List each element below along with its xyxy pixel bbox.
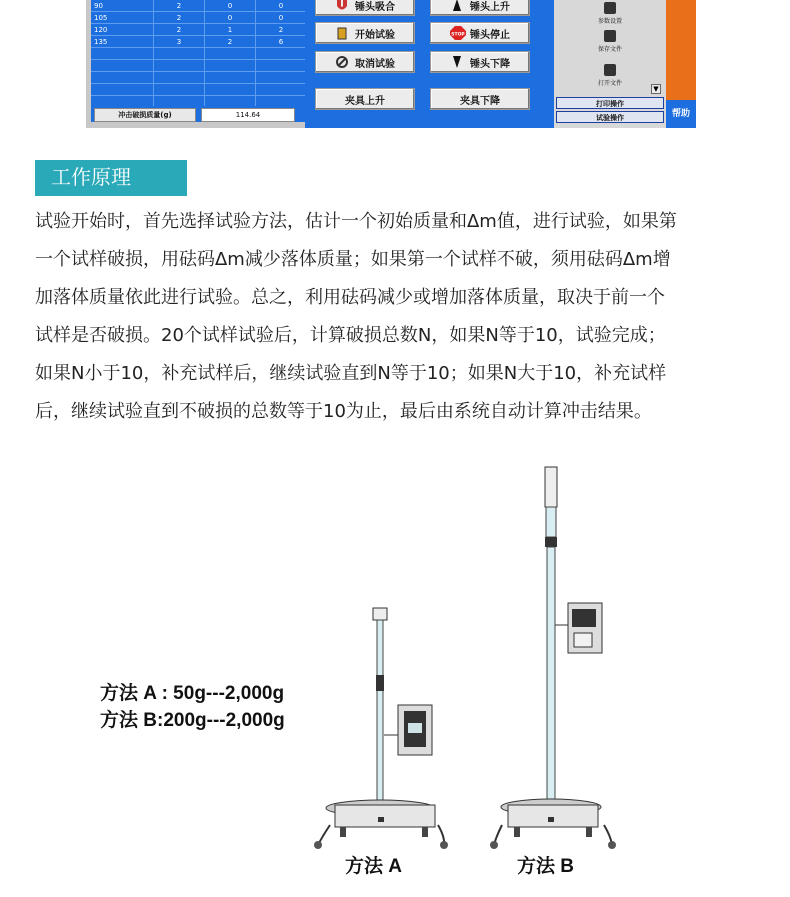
flask-icon — [335, 26, 349, 40]
settings-icon — [604, 2, 616, 14]
head-adsorb-label: 锤头吸合 — [355, 1, 395, 13]
arrow-down-icon — [450, 55, 464, 69]
paragraph-line: 如果N小于10，补充试样后，继续试验直到N等于10；如果N大于10，补充试样 — [35, 363, 667, 384]
save-file-label: 保存文件 — [597, 46, 622, 53]
table-cell — [256, 60, 307, 72]
table-cell: 2 — [256, 24, 307, 36]
table-cell: 6 — [256, 36, 307, 48]
start-test-label: 开始试验 — [355, 29, 395, 41]
scroll-down-button[interactable]: ▼ — [651, 84, 661, 94]
drop-tester-illustration — [60, 445, 750, 893]
magnet-icon — [335, 0, 349, 12]
table-cell: 2 — [154, 24, 205, 36]
test-operation-button[interactable]: 试验操作 — [556, 111, 664, 123]
table-cell — [91, 48, 154, 60]
table-cell — [256, 48, 307, 60]
section-title: 工作原理 — [35, 160, 187, 194]
table-cell — [205, 84, 256, 96]
table-cell: 105 — [91, 12, 154, 24]
start-test-button[interactable] — [315, 22, 415, 44]
paragraph-line: 一个试样破损，用砝码Δm减少落体质量；如果第一个试样不破，须用砝码Δm增 — [35, 249, 671, 270]
working-principle-text — [35, 203, 755, 431]
table-cell — [256, 72, 307, 84]
method-b-machine — [490, 467, 616, 849]
table-cell — [205, 60, 256, 72]
open-file-label: 打开文件 — [597, 80, 622, 87]
method-b-caption: 方法 B — [517, 856, 575, 877]
head-up-label: 锤头上升 — [470, 1, 510, 13]
cancel-test-label: 取消试验 — [355, 58, 395, 70]
table-cell — [205, 48, 256, 60]
help-button[interactable]: 帮助 — [666, 100, 696, 128]
paragraph-line: 后，继续试验直到不破损的总数等于10为止，最后由系统自动计算冲击结果。 — [35, 401, 652, 422]
arrow-up-icon — [450, 0, 464, 12]
table-cell: 0 — [256, 0, 307, 12]
head-up-button[interactable] — [430, 0, 530, 16]
method-b-range: 方法 B:200g---2,000g — [100, 710, 285, 731]
floppy-icon — [604, 30, 616, 42]
paragraph-line: 试样是否破损。20个试样试验后，计算破损总数N，如果N等于10，试验完成； — [35, 325, 666, 346]
params-tool[interactable] — [562, 2, 658, 25]
fixture-down-button[interactable] — [430, 88, 530, 110]
table-cell: 120 — [91, 24, 154, 36]
test-software-window — [86, 0, 696, 128]
table-cell — [256, 84, 307, 96]
open-file-icon — [604, 64, 616, 76]
fixture-up-button[interactable] — [315, 88, 415, 110]
table-cell: 1 — [205, 24, 256, 36]
table-cell — [91, 72, 154, 84]
table-cell: 135 — [91, 36, 154, 48]
table-cell — [91, 84, 154, 96]
table-cell — [205, 72, 256, 84]
table-cell — [154, 48, 205, 60]
table-cell: 90 — [91, 0, 154, 12]
table-cell — [154, 60, 205, 72]
head-stop-label: 锤头停止 — [470, 29, 510, 41]
head-down-button[interactable] — [430, 51, 530, 73]
cancel-icon — [335, 55, 349, 69]
table-cell: 2 — [154, 0, 205, 12]
method-a-caption: 方法 A — [345, 856, 403, 877]
save-file-tool[interactable] — [562, 30, 658, 53]
table-cell: 0 — [205, 12, 256, 24]
table-cell: 0 — [256, 12, 307, 24]
paragraph-line: 加落体质量依此进行试验。总之，利用砝码减少或增加落体质量，取决于前一个 — [35, 287, 665, 308]
impact-mass-value: 114.64 — [201, 108, 295, 122]
control-button-panel — [305, 0, 555, 128]
head-adsorb-button[interactable] — [315, 0, 415, 16]
paragraph-line: 试验开始时，首先选择试验方法，估计一个初始质量和Δm值，进行试验，如果第 — [35, 211, 677, 232]
table-cell: 2 — [205, 36, 256, 48]
table-cell — [91, 60, 154, 72]
method-a-range: 方法 A : 50g---2,000g — [100, 683, 285, 704]
table-cell — [154, 72, 205, 84]
table-cell: 3 — [154, 36, 205, 48]
head-stop-button[interactable] — [430, 22, 530, 44]
method-a-machine — [314, 608, 448, 849]
fixture-up-label: 夹具上升 — [345, 95, 385, 107]
drop-tester-drawing — [60, 445, 750, 893]
fixture-down-label: 夹具下降 — [460, 95, 500, 107]
params-tool-label: 参数设置 — [597, 18, 622, 25]
table-cell: 0 — [205, 0, 256, 12]
table-cell — [154, 84, 205, 96]
open-file-tool[interactable] — [562, 64, 658, 87]
print-operation-button[interactable]: 打印操作 — [556, 97, 664, 109]
table-cell: 2 — [154, 12, 205, 24]
stop-sign-icon — [450, 26, 464, 40]
stop-sign-text: STOP — [451, 32, 465, 38]
cancel-test-button[interactable] — [315, 51, 415, 73]
section-title-underline — [35, 194, 187, 196]
impact-mass-label: 冲击破损质量(g) — [94, 108, 196, 122]
head-down-label: 锤头下降 — [470, 58, 510, 70]
side-toolbar — [554, 0, 666, 128]
